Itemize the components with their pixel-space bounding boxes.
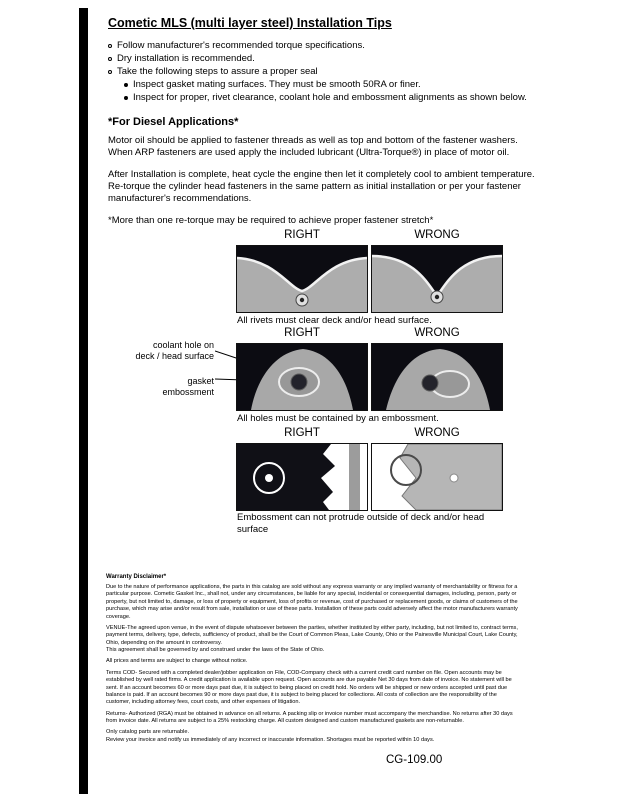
diagram-embossment-deck-wrong xyxy=(371,443,503,511)
tips-section xyxy=(108,16,536,227)
warranty-paragraph: This agreement shall be governed by and construed under the laws of the State of Ohio. xyxy=(106,647,325,653)
circle-bullet-icon xyxy=(108,44,112,48)
dot-bullet-icon xyxy=(124,96,128,100)
warranty-paragraph: Review your invoice and notify us immediately of any incorrect or inaccurate information. Shortages must be reported within 10 days. xyxy=(106,736,435,743)
tip-sub-item xyxy=(108,78,536,91)
warranty-paragraph: Returns- Authorized (RGA) must be obtained in advance on all returns. A packing slip or invoice number must accompany the merchandise. No returns after 30 days from invoice date. All returns are subject to a 25% restocking charge. All custom designed and custom manufactured gaskets are non-returnable. xyxy=(106,710,513,724)
warranty-paragraph: Due to the nature of performance applications, the parts in this catalog are sold without any express warranty or any implied warranty of merchantability or fitness for a particular purpose. Cometic Gasket Inc., shall not, under any circumstances, be liable for any special, incidental or consequential damages, including, person, party or property, but not limited to, damage, or loss of property or equipment, loss of profits or revenue, cost of purchased or replacement goods, or claims of customers of the purchase, which may arise and/or result from sale, installation or use of these parts. Installation of these parts could adversely affect the motor manufacturers warranty coverage. xyxy=(106,584,518,620)
warranty-paragraph: All prices and terms are subject to change without notice. xyxy=(106,658,248,665)
dot-bullet-icon xyxy=(124,83,128,87)
diesel-paragraph-1: Motor oil should be applied to fastener threads as well as top and bottom of the fastener washers. When ARP fasteners are used apply the included lubricant (Ultra-Torque®) in place of motor oil. xyxy=(108,135,518,159)
warranty-paragraph: Only catalog parts are returnable. xyxy=(106,729,190,736)
warranty-heading: Warranty Disclaimer* xyxy=(106,574,167,580)
tip-item xyxy=(108,65,536,78)
rivet-caption: All rivets must clear deck and/or head surface. xyxy=(237,315,432,326)
right-label-row1: RIGHT xyxy=(284,229,320,241)
circle-bullet-icon xyxy=(108,57,112,61)
tip-text: Inspect gasket mating surfaces. They must be smooth 50RA or finer. xyxy=(133,79,421,90)
wrong-label-row2: WRONG xyxy=(414,327,460,339)
hole-caption: All holes must be contained by an embossment. xyxy=(237,413,439,424)
diagram-embossment-deck-right xyxy=(236,443,368,511)
tips-list xyxy=(108,39,536,104)
right-label-row3: RIGHT xyxy=(284,427,320,439)
circle-bullet-icon xyxy=(108,70,112,74)
diesel-applications-heading: *For Diesel Applications* xyxy=(108,116,239,128)
tip-text: Follow manufacturer's recommended torque specifications. xyxy=(117,40,365,51)
right-label-row2: RIGHT xyxy=(284,327,320,339)
embossment-caption: Embossment can not protrude outside of deck and/or head surface xyxy=(237,512,485,535)
tip-text: Dry installation is recommended. xyxy=(117,53,255,64)
coolant-hole-callout: coolant hole on deck / head surface xyxy=(135,340,214,362)
retorque-note: *More than one re-torque may be required to achieve proper fastener stretch* xyxy=(108,214,434,226)
warranty-paragraph: VENUE-The agreed upon venue, in the event of dispute whatsoever between the parties, whether instituted by either party, including, but not limited to, contract terms, payment terms, delivery, type, defects, sufficiency of product, shall be the Court of Common Pleas, Lake County, Ohio or the Painesville Municipal Court, Lake County, Ohio, depending on the amount in controversy. xyxy=(106,624,518,646)
warranty-section xyxy=(106,574,518,748)
diesel-paragraph-2: After Installation is complete, heat cycle the engine then let it completely cool to ambient temperature. Re-torque the cylinder head fasteners in the same pattern as initial installation or per your fastener manufacturer's recommendations. xyxy=(108,168,535,205)
left-border-bar xyxy=(79,8,88,794)
tip-text: Inspect for proper, rivet clearance, coolant hole and embossment alignments as shown below. xyxy=(133,92,527,103)
page-title: Cometic MLS (multi layer steel) Installation Tips xyxy=(108,16,392,30)
document-code: CG-109.00 xyxy=(386,754,443,766)
tip-item xyxy=(108,52,536,65)
tip-sub-item xyxy=(108,91,536,104)
warranty-paragraph: Terms COD- Secured with a completed dealer/jobber application on File, COD-Company check with a current credit card number on file. Open accounts may be established by well rated firms. A credit application is available upon request. Open accounts are due payable Net 30 days from date of invoice. No statement will be sent. If an account becomes 60 or more days past due, it is subject to being placed on credit hold. No orders will be shipped or new orders accepted until past due balance is paid. If an account becomes 90 or more days past due, it is subject to being placed for collections. All costs of collection are the responsibility of the customer, including attorney fees, court costs, and other expenses of litigation. xyxy=(106,669,512,706)
gasket-embossment-callout: gasket embossment xyxy=(162,376,214,398)
wrong-label-row1: WRONG xyxy=(414,229,460,241)
diagram-hole-embossment-wrong xyxy=(371,343,503,411)
wrong-label-row3: WRONG xyxy=(414,427,460,439)
diagram-hole-embossment-right xyxy=(236,343,368,411)
diagram-rivet-clearance-right xyxy=(236,245,368,313)
tip-item xyxy=(108,39,536,52)
tip-text: Take the following steps to assure a proper seal xyxy=(117,66,318,77)
diagram-rivet-clearance-wrong xyxy=(371,245,503,313)
